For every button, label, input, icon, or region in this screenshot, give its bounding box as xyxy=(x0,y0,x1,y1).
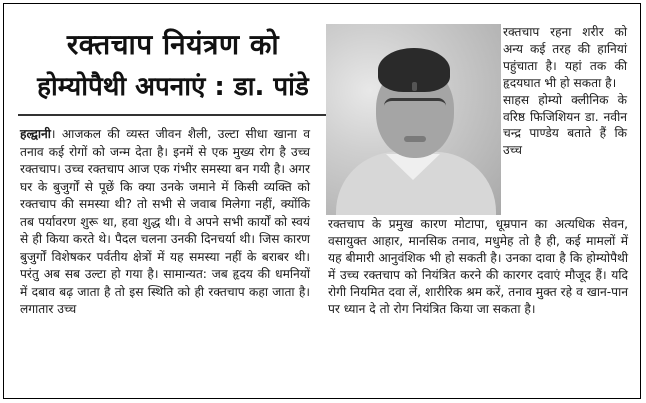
dateline: हल्द्वानी xyxy=(20,127,51,141)
article-text-right-p2: साहस होम्यो क्लीनिक के वरिष्ठ फिजिशियन डा. नवीन चन्द्र पाण्डेय बताते हैं कि उच्च xyxy=(503,92,627,158)
headline xyxy=(18,26,328,106)
article-column-left xyxy=(20,126,310,319)
headline-line-1: रक्तचाप नियंत्रण को xyxy=(66,28,280,61)
article-text-left: । आजकल की व्यस्त जीवन शैली, उल्टा सीधा खाना व तनाव कई रोगों को जन्म देता है। इनमें से एक मुख्य रोग है उच्च रक्तचाप। उच्च रक्तचाप आज एक गंभीर समस्या बन गयी है। अगर घर के बुजुर्गों से पूछें कि क्या उनके जमाने में किसी व्यक्ति को रक्तचाप की समस्या थी? तो सभी से जवाब मिलेगा नहीं, क्योंकि तब पर्यावरण शुरू था, हवा शुद्ध थी। वे अपने सभी कार्यों को स्वयं से ही किया करते थे। पैदल चलना उनकी दिनचर्या थी। जिस कारण बुजुर्गों विशेषकर पर्वतीय क्षेत्रों में यह समस्या नहीं के बराबर थी। परंतु अब सब उल्टा हो गया है। सामान्यत: जब हृदय की धमनियों में दबाव बढ़ जाता है तो इस स्थिति को ही रक्तचाप कहा जाता है। लगातार उच्च xyxy=(20,127,310,316)
headline-line-2: होम्योपैथी अपनाएं : डा. पांडे xyxy=(37,72,309,102)
doctor-photo xyxy=(326,24,501,215)
article-column-bottom xyxy=(328,216,628,317)
article-text-bottom: रक्तचाप के प्रमुख कारण मोटापा, धूम्रपान का अत्यधिक सेवन, वसायुक्त आहार, मानसिक तनाव, मधुमेह तो है ही, कई मामलों में यह बीमारी आनुवंशिक भी हो सकती है। उनका दावा है कि होम्योपैथी में उच्च रक्तचाप को नियंत्रित करने की कारगर दवाएं मौजूद हैं। यदि रोगी नियमित दवा लें, शारीरिक श्रम करें, तनाव मुक्त रहे व खान-पान पर ध्यान दे तो रोग नियंत्रित किया जा सकता है। xyxy=(328,217,628,316)
newspaper-clipping xyxy=(3,3,641,399)
article-text-right-p1: रक्तचाप रहना शरीर को अन्य कई तरह की हानियां पहुंचाता है। यहां तक की हृदयघात भी हो सकता है। xyxy=(503,25,627,90)
headline-rule xyxy=(18,114,328,116)
article-column-right xyxy=(503,24,627,159)
